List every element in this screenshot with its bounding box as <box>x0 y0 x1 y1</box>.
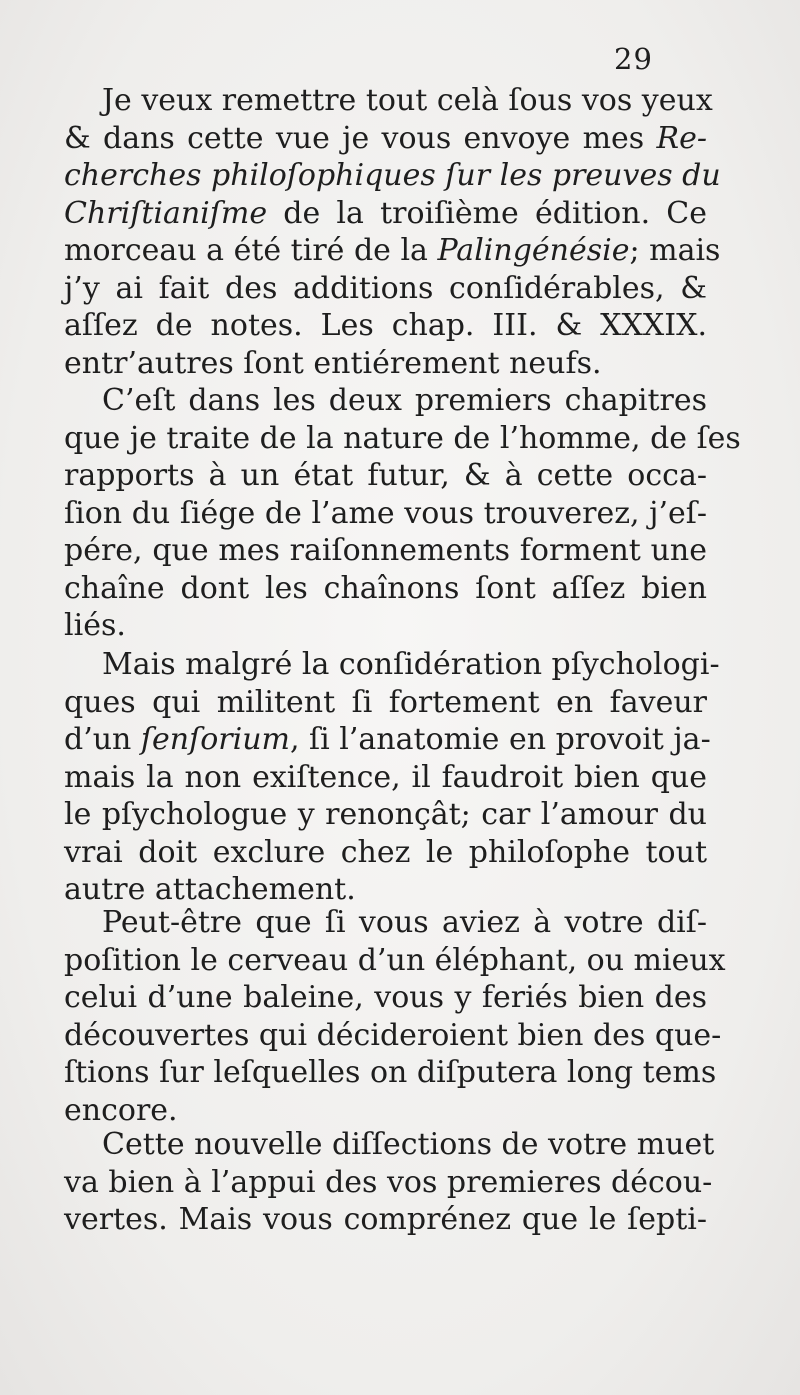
text-line <box>64 1054 717 1091</box>
text-line <box>64 345 602 382</box>
text-segment: rapports à un état futur, & à cette occa- <box>64 458 707 493</box>
text-line <box>64 871 356 908</box>
italic-text-segment: Re- <box>656 120 707 156</box>
text-line <box>64 570 707 607</box>
text-segment: j’y ai fait des additions conſidérables, & <box>64 270 707 306</box>
text-line <box>64 721 711 758</box>
text-segment: le pſychologue y renonçât; car l’amour du <box>64 797 707 832</box>
text-line <box>64 834 707 871</box>
text-segment: C’eſt dans les deux premiers chapitres <box>102 383 707 418</box>
text-segment: & dans cette vue je vous envoye mes <box>64 120 657 156</box>
text-line <box>102 904 707 941</box>
text-line <box>64 232 721 269</box>
text-segment: Cette nouvelle diſſections de votre muet <box>102 1127 715 1162</box>
text-line <box>102 382 707 419</box>
text-segment: de la troiſième édition. Ce <box>267 195 707 231</box>
text-line <box>64 270 707 307</box>
text-segment: que je traite de la nature de l’homme, de ſes <box>64 420 741 456</box>
text-line <box>64 942 726 979</box>
text-segment: poſition le cerveau d’un éléphant, ou mieux <box>64 942 726 978</box>
text-segment: encore. <box>64 1092 178 1128</box>
text-segment: d’un <box>64 722 141 757</box>
text-line <box>102 646 720 683</box>
text-segment: vertes. Mais vous comprénez que le ſepti- <box>64 1202 707 1237</box>
text-line <box>64 532 707 569</box>
text-segment: , ſi l’anatomie en provoit ja- <box>289 722 711 757</box>
text-line <box>64 1164 713 1201</box>
text-line <box>64 1092 178 1129</box>
italic-text-segment: Palingénésie <box>437 233 630 268</box>
text-segment: liés. <box>64 608 126 643</box>
text-line <box>64 979 707 1016</box>
text-line <box>64 457 707 494</box>
text-segment: aſſez de notes. Les chap. III. & XXXIX. <box>64 308 707 343</box>
text-line <box>64 607 126 644</box>
text-line <box>64 495 707 532</box>
text-segment: autre attachement. <box>64 872 356 907</box>
text-segment: chaîne dont les chaînons ſont aſſez bien <box>64 570 707 606</box>
italic-text-segment: Chriſtianiſme <box>64 195 268 231</box>
text-line <box>64 796 707 833</box>
text-segment: pére, que mes raiſonnements forment une <box>64 533 707 568</box>
text-segment: vrai doit exclure chez le philoſophe tout <box>64 834 707 870</box>
text-segment: ques qui militent ſi fortement en faveur <box>64 684 707 720</box>
text-segment: ; mais <box>629 233 721 268</box>
text-line <box>64 420 741 457</box>
text-segment: ſtions ſur leſquelles on diſputera long tems <box>64 1055 717 1090</box>
italic-text-segment: ſenſorium <box>140 722 290 757</box>
text-line <box>102 1126 715 1163</box>
text-line <box>64 759 707 796</box>
text-segment: celui d’une baleine, vous y feriés bien des <box>64 980 707 1015</box>
italic-text-segment: cherches philoſophiques ſur les preuves du <box>64 158 721 193</box>
text-line <box>64 684 707 721</box>
text-segment: morceau a été tiré de la <box>64 233 438 268</box>
text-segment: ſion du ſiége de l’ame vous trouverez, j’eſ- <box>64 495 707 531</box>
text-line <box>64 157 721 194</box>
text-line <box>64 1201 707 1238</box>
text-line <box>64 1017 722 1054</box>
text-segment: Je veux remettre tout celà ſous vos yeux <box>102 83 713 118</box>
text-segment: Mais malgré la conſidération pſychologi- <box>102 647 720 682</box>
text-line <box>64 195 707 232</box>
text-line <box>102 82 713 119</box>
text-segment: Peut-être que ſi vous aviez à votre diſ- <box>102 905 707 940</box>
page-number: 29 <box>614 42 653 76</box>
text-segment: découvertes qui décideroient bien des que- <box>64 1017 722 1053</box>
text-segment: entr’autres ſont entiérement neufs. <box>64 345 602 381</box>
text-line <box>64 120 707 157</box>
text-segment: mais la non exiſtence, il faudroit bien que <box>64 759 707 795</box>
text-line <box>64 307 707 344</box>
text-segment: va bien à l’appui des vos premieres décou- <box>64 1164 713 1200</box>
